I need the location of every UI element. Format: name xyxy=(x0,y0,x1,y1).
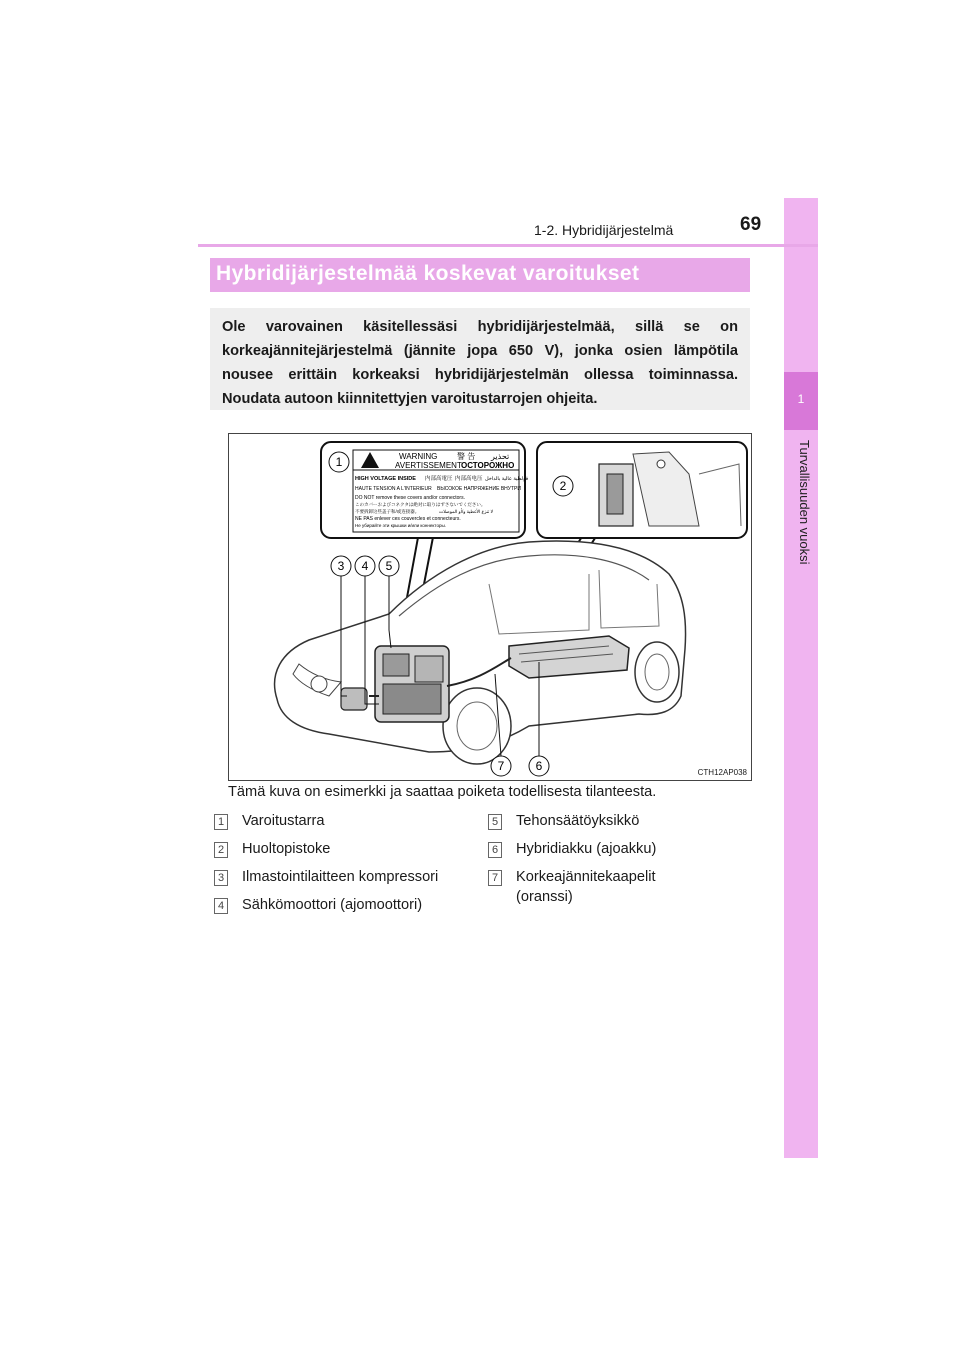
svg-text:3: 3 xyxy=(337,559,345,573)
section-title: Hybridijärjestelmää koskevat varoitukset xyxy=(216,262,640,285)
label-high-voltage: HIGH VOLTAGE INSIDE xyxy=(355,476,416,482)
label-high-voltage-ar: فولطية عالية بالداخل xyxy=(485,476,529,482)
legend-text: Varoitustarra xyxy=(242,813,325,829)
callout-1 xyxy=(329,452,349,472)
svg-text:4: 4 xyxy=(361,559,369,573)
legend-text: Tehonsäätöyksikkö xyxy=(516,813,640,829)
legend-text: Korkeajännitekaapelit xyxy=(516,869,656,885)
callout-4 xyxy=(355,556,375,576)
legend-marker: 6 xyxy=(488,842,502,858)
legend-text: Ilmastointilaitteen kompressori xyxy=(242,869,439,885)
legend-item-4 xyxy=(214,896,484,924)
callout-5 xyxy=(379,556,399,576)
header-divider xyxy=(198,244,818,247)
legend-marker: 3 xyxy=(214,870,228,886)
legend-marker: 7 xyxy=(488,870,502,886)
svg-text:6: 6 xyxy=(535,759,543,773)
side-tab xyxy=(784,198,818,1158)
page-number: 69 xyxy=(740,214,762,235)
svg-text:7: 7 xyxy=(497,759,505,773)
callout-6 xyxy=(529,756,549,776)
label-cn-line: 不要拆卸这些盖子和/或连接器。 xyxy=(355,509,420,514)
legend-item-2 xyxy=(214,840,484,868)
hybrid-system-figure xyxy=(228,433,752,781)
section-title-bar xyxy=(210,258,750,292)
legend-left xyxy=(214,812,484,924)
legend-text: Hybridiakku (ajoakku) xyxy=(516,841,657,857)
legend-item-3 xyxy=(214,868,484,896)
legend-item-1 xyxy=(214,812,484,840)
car-illustration xyxy=(229,434,751,780)
label-haute-tension: HAUTE TENSION A L'INTERIEUR xyxy=(355,486,432,492)
label-avertissement: AVERTISSEMENT xyxy=(395,461,462,470)
legend-text: Huoltopistoke xyxy=(242,841,331,857)
legend-item-6 xyxy=(488,840,758,868)
legend-marker: 4 xyxy=(214,898,228,914)
svg-text:1: 1 xyxy=(335,455,343,469)
label-jp-line: このカバーおよびコネクタは絶対に取りはずさないでください。 xyxy=(355,502,486,507)
label-ar-line: لا تنزع الأغطية و/أو الموصلات xyxy=(439,509,494,514)
legend-text-continued: (oranssi) xyxy=(516,889,573,905)
intro-text: Ole varovainen käsitellessäsi hybridijärjestelmää, sillä se on korkeajännitejärjestelmä (jännite jopa 650 V), jonka osien lämpötila nousee erittäin korkeaksi hybridijärjestelmän ollessa toiminnassa. Noudata autoon kiinnitettyjen varoitustarrojen ohjeita. xyxy=(222,319,738,407)
svg-text:5: 5 xyxy=(385,559,393,573)
label-ostorozhno: ОСТОРОЖНО xyxy=(461,461,515,470)
legend-item-5 xyxy=(488,812,758,840)
figure-caption: Tämä kuva on esimerkki ja saattaa poiketa todellisesta tilanteesta. xyxy=(228,784,657,800)
legend-text: Sähkömoottori (ajomoottori) xyxy=(242,897,423,913)
label-vysokoe: ВЫСОКОЕ НАПРЯЖЕНИЕ ВНУТРИ xyxy=(437,486,521,492)
legend-marker: 1 xyxy=(214,814,228,830)
label-high-voltage-jp: 内部高電圧 xyxy=(425,476,453,482)
label-high-voltage-cn: 内部高电压 xyxy=(455,476,483,482)
legend-marker: 2 xyxy=(214,842,228,858)
label-warning: WARNING xyxy=(399,452,438,461)
callout-3 xyxy=(331,556,351,576)
label-ne-pas: NE PAS enlever ces couvercles et connecteurs. xyxy=(355,516,461,522)
svg-text:2: 2 xyxy=(559,479,567,493)
side-chapter-title: Turvallisuuden vuoksi xyxy=(797,440,812,565)
figure-code: CTH12AP038 xyxy=(697,768,747,777)
legend-marker: 5 xyxy=(488,814,502,830)
label-warning-jp: 警 告 xyxy=(457,452,476,461)
side-chapter-number: 1 xyxy=(797,392,805,406)
label-do-not-remove: DO NOT remove these covers and/or connectors. xyxy=(355,495,465,501)
header-section-label: 1-2. Hybridijärjestelmä xyxy=(534,222,674,238)
callout-2 xyxy=(553,476,573,496)
callout-7 xyxy=(491,756,511,776)
legend-right xyxy=(488,812,758,918)
label-warning-ar: تحذير xyxy=(491,452,510,461)
legend-item-7 xyxy=(488,868,758,918)
intro-box xyxy=(210,308,750,410)
label-ru-line: Не убирайте эти крышки и/или коннекторы. xyxy=(355,523,446,528)
